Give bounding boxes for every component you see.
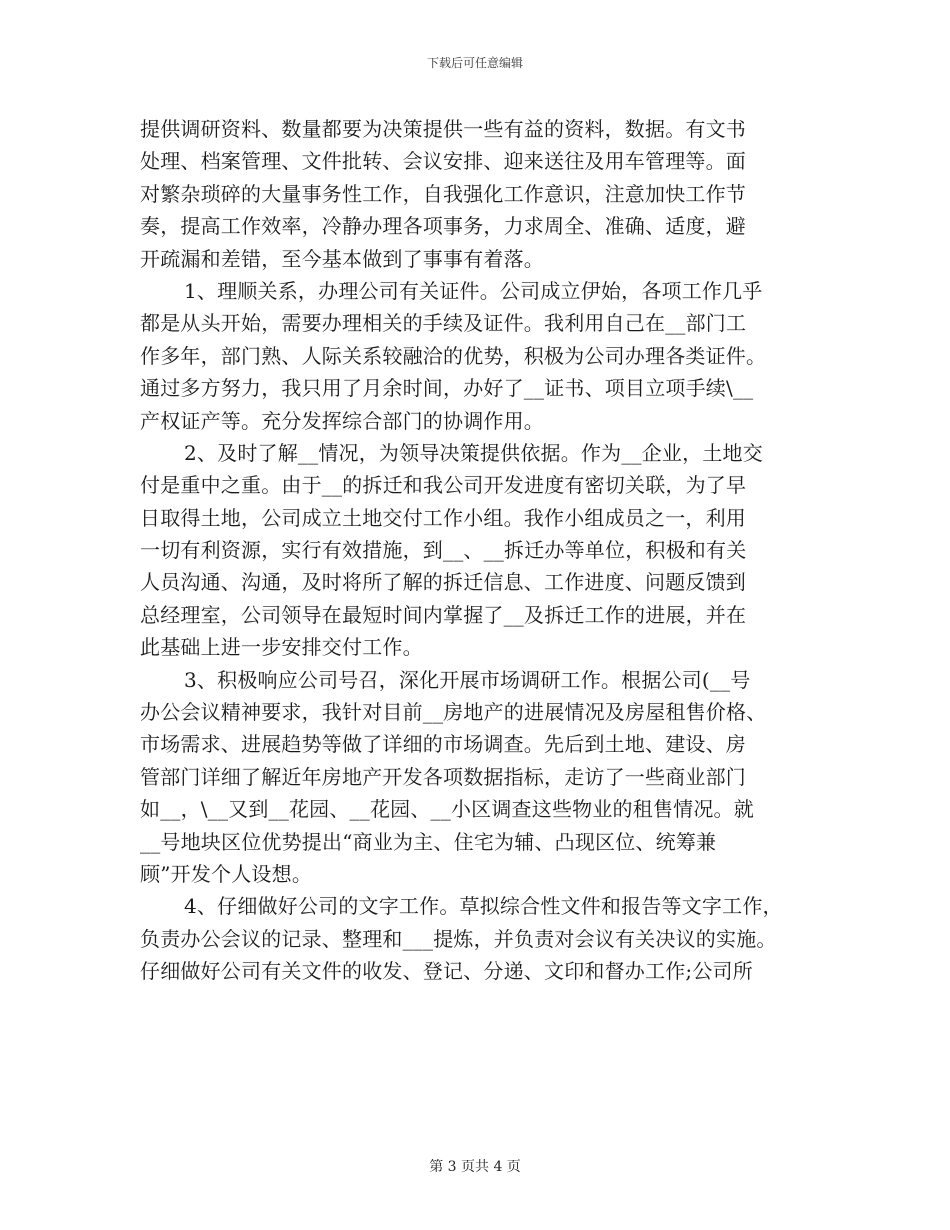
text-line: 顾”开发个人设想。 [140,861,313,886]
paragraph-1-start: 1、理顺关系，办理公司有关证件。公司成立伊始，各项工作几乎 [184,278,763,303]
text-line: __号地块区位优势提出“商业为主、住宅为辅、凸现区位、统筹兼 [140,829,717,854]
text-line: 付是重中之重。由于__的拆迁和我公司开发进度有密切关联，为了早 [140,473,747,498]
page-header: 下载后可任意编辑 [426,56,523,70]
page-number: 第 3 页共 4 页 [429,1159,521,1175]
text-line: 一切有利资源，实行有效措施，到__、__拆迁办等单位，积极和有关 [140,538,747,563]
text-line: 如__，\__又到__花园、__花园、__小区调查这些物业的租售情况。就 [140,797,754,822]
text-line: 管部门详细了解近年房地产开发各项数据指标，走访了一些商业部门 [140,764,746,789]
paragraph-4-start: 4、仔细做好公司的文字工作。草拟综合性文件和报告等文字工作， [184,894,783,919]
text-line: 提供调研资料、数量都要为决策提供一些有益的资料，数据。有文书 [140,117,746,141]
text-line: 都是从头开始，需要办理相关的手续及证件。我利用自己在__部门工 [140,311,747,336]
text-line: 作多年，部门熟、人际关系较融洽的优势，积极为公司办理各类证件。 [140,343,767,368]
document-body [140,113,820,988]
text-line: 此基础上进一步安排交付工作。 [140,635,423,660]
text-line: 开疏漏和差错，至今基本做到了事事有着落。 [140,246,544,271]
text-line: 通过多方努力，我只用了月余时间，办好了__证书、项目立项手续\__ [140,376,754,401]
text-line: 处理、档案管理、文件批转、会议安排、迎来送往及用车管理等。面 [140,149,746,174]
text-line: 办公会议精神要求，我针对目前__房地产的进展情况及房屋租售价格、 [140,700,767,725]
text-line: 市场需求、进展趋势等做了详细的市场调查。先后到土地、建设、房 [140,732,746,757]
text-line: 仔细做好公司有关文件的收发、登记、分递、文印和督办工作;公司所 [140,959,753,984]
paragraph-3-start: 3、积极响应公司号召，深化开展市场调研工作。根据公司(__号 [184,667,751,692]
paragraph-2-start: 2、及时了解__情况，为领导决策提供依据。作为__企业，土地交 [184,440,763,465]
text-line: 总经理室，公司领导在最短时间内掌握了__及拆迁工作的进展，并在 [140,602,747,627]
text-line: 人员沟通、沟通，及时将所了解的拆迁信息、工作进度、问题反馈到 [140,570,746,595]
text-line: 奏，提高工作效率，冷静办理各项事务，力求周全、准确、适度，避 [140,214,746,239]
text-line: 负责办公会议的记录、整理和___提炼，并负责对会议有关决议的实施。 [140,926,777,951]
text-line: 日取得土地，公司成立土地交付工作小组。我作小组成员之一，利用 [140,505,746,530]
text-line: 产权证产等。充分发挥综合部门的协调作用。 [140,408,544,433]
text-line: 对繁杂琐碎的大量事务性工作，自我强化工作意识，注意加快工作节 [140,181,746,206]
